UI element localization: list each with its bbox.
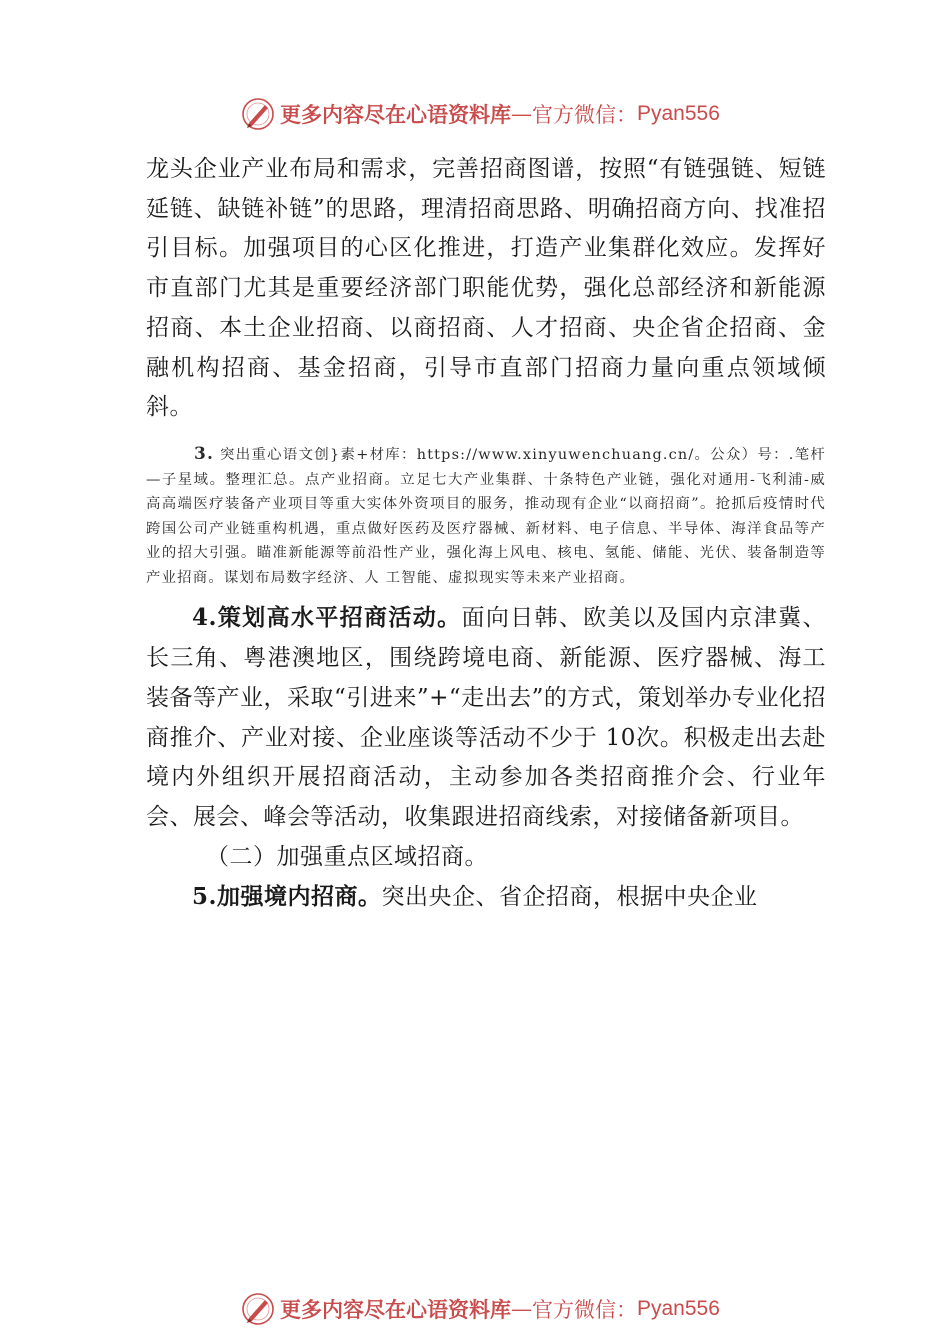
banner-dash: — [511, 1297, 532, 1321]
pen-logo-icon [240, 96, 276, 132]
body-text [146, 150, 826, 918]
paragraph-3-text: 突出重心语文创}素+材库：https://www.xinyuwenchuang.cn/。公众）号：.笔杆—子星域。整理汇总。点产业招商。立足七大产业集群、十条特色产业链，强化对通用-飞利浦-威高高端医疗装备产业项目等重大实体外资项目的服务，推动现有企业“以商招商”。抢抓后疫情时代跨国公司产业链重构机遇，重点做好医药及医疗器械、新材料、电子信息、半导体、海洋食品等产业的招大引强。瞄准新能源等前沿性产业，强化海上风电、核电、氢能、储能、光伏、装备制造等产业招商。谋划布局数字经济、人 工智能、虚拟现实等未来产业招商。 [146, 446, 826, 586]
pen-logo-icon [240, 1291, 276, 1327]
paragraph-5-heading: 5.加强境内招商。 [192, 883, 382, 911]
banner-wechat-id: Pyan556 [637, 1297, 720, 1320]
paragraph-1-end: 区化推进，打造产业集群化效应。发挥好市直部门尤其是重要经济部门职能优势，强化总部经济和新能源招商、本土企业招商、以商招商、人才招商、央企省企招商、金融机构招商、基金招商，引导市直部门招商力量向重点领域倾斜。 [146, 235, 827, 421]
paragraph-5 [146, 877, 826, 918]
banner-contact-label: 官方微信： [532, 103, 637, 127]
banner-wechat-id: Pyan556 [637, 102, 720, 125]
paragraph-3-number: 3. [194, 443, 215, 464]
paragraph-1-glyph: 心 [364, 235, 390, 262]
banner-title: 更多内容尽在心语资料库 [280, 102, 511, 127]
paragraph-4-text: 面向日韩、欧美以及国内京津冀、长三角、粤港澳地区，围绕跨境电商、新能源、医疗器械、海工装备等产业，采取“引进来”+“走出去”的方式，策划举办专业化招商推介、产业对接、企业座谈等活动不少于 10次。积极走出去赴境内外组织开展招商活动，主动参加各类招商推介会、行业年会、展会、峰会等活动，收集跟进招商线索，对接储备新项目。 [146, 605, 826, 830]
banner-title: 更多内容尽在心语资料库 [280, 1297, 511, 1322]
footer-watermark-banner [240, 1289, 720, 1329]
paragraph-5-text: 突出央企、省企招商，根据中央企业 [381, 884, 758, 911]
paragraph-4 [146, 598, 826, 837]
paragraph-1 [146, 150, 826, 428]
header-watermark-banner [240, 94, 720, 134]
section-heading-2: （二）加强重点区域招商。 [206, 843, 488, 870]
paragraph-3 [146, 442, 826, 591]
banner-contact-label: 官方微信： [532, 1298, 637, 1322]
paragraph-4-heading: 4.策划高水平招商活动。 [192, 604, 462, 632]
paragraph-1-text: 龙头企业产业布局和需求，完善招商图谱，按照“有链强链、短链延链、缺链补链”的思路，理清招商思路、明确招商方向、找准招引目标。加强项目的 [146, 156, 826, 262]
banner-dash: — [511, 102, 532, 126]
